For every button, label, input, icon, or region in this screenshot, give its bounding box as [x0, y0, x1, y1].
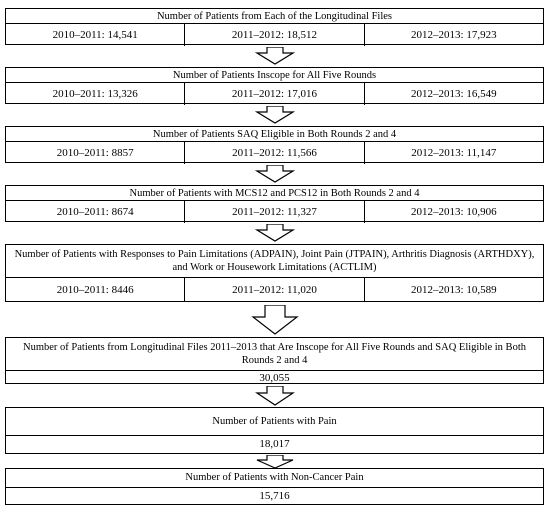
step-value: 15,716	[259, 490, 290, 502]
step-title: Number of Patients with Non-Cancer Pain	[6, 469, 543, 488]
step-box	[5, 468, 544, 505]
step-title: Number of Patients SAQ Eligible in Both Rounds 2 and 4	[6, 127, 543, 142]
step-value: 30,055	[259, 372, 290, 384]
value-2012-2013: 2012–2013: 17,923	[364, 24, 543, 46]
value-2011-2012: 2011–2012: 18,512	[184, 24, 363, 46]
step-values	[6, 142, 543, 164]
down-arrow-icon	[255, 386, 295, 406]
value-2010-2011: 2010–2011: 13,326	[52, 88, 138, 100]
step-values	[6, 24, 543, 46]
step-value: 18,017	[259, 438, 290, 450]
value-2012-2013: 2012–2013: 10,589	[364, 278, 543, 302]
step-title	[6, 338, 543, 371]
down-arrow-icon	[255, 47, 295, 65]
value-2011-2012: 2011–2012: 11,327	[184, 201, 363, 223]
step-box	[5, 337, 544, 384]
value-2012-2013: 2012–2013: 10,906	[364, 201, 543, 223]
step-box	[5, 185, 544, 222]
step-title-line-2: Rounds 2 and 4	[241, 355, 308, 366]
step-title-line-1: Number of Patients with Responses to Pain Limitations (ADPAIN), Joint Pain (JTPAIN), Arthritis Diagnosis (ARTHDXY),	[14, 249, 535, 260]
step-title: Number of Patients Inscope for All Five Rounds	[6, 68, 543, 83]
step-values	[6, 201, 543, 223]
value-2011-2012: 2011–2012: 17,016	[184, 83, 363, 105]
step-box	[5, 407, 544, 454]
step-title: Number of Patients with Pain	[6, 408, 543, 436]
value-2010-2011: 2010–2011: 8674	[56, 206, 134, 218]
value-2012-2013: 2012–2013: 16,549	[364, 83, 543, 105]
down-arrow-icon	[255, 106, 295, 124]
step-title: Number of Patients from Each of the Longitudinal Files	[6, 9, 543, 24]
step-title-line-2: and Work or Housework Limitations (ACTLIM)	[172, 262, 377, 273]
step-title-line-1: Number of Patients from Longitudinal Files 2011–2013 that Are Inscope for All Five Rounds and SAQ Eligible in Both	[23, 342, 526, 353]
step-title	[6, 245, 543, 278]
step-box	[5, 67, 544, 104]
down-arrow-icon	[255, 224, 295, 242]
value-2010-2011: 2010–2011: 8857	[56, 147, 134, 159]
value-2010-2011: 2010–2011: 8446	[56, 284, 134, 296]
step-values	[6, 278, 543, 302]
value-2012-2013: 2012–2013: 11,147	[364, 142, 543, 164]
down-arrow-icon	[255, 455, 295, 469]
step-box	[5, 126, 544, 163]
step-title: Number of Patients with MCS12 and PCS12 in Both Rounds 2 and 4	[6, 186, 543, 201]
value-2010-2011: 2010–2011: 14,541	[52, 29, 138, 41]
step-box	[5, 8, 544, 45]
step-box	[5, 244, 544, 302]
step-values	[6, 83, 543, 105]
down-arrow-icon	[251, 305, 299, 335]
down-arrow-icon	[255, 165, 295, 183]
value-2011-2012: 2011–2012: 11,566	[184, 142, 363, 164]
value-2011-2012: 2011–2012: 11,020	[184, 278, 363, 302]
